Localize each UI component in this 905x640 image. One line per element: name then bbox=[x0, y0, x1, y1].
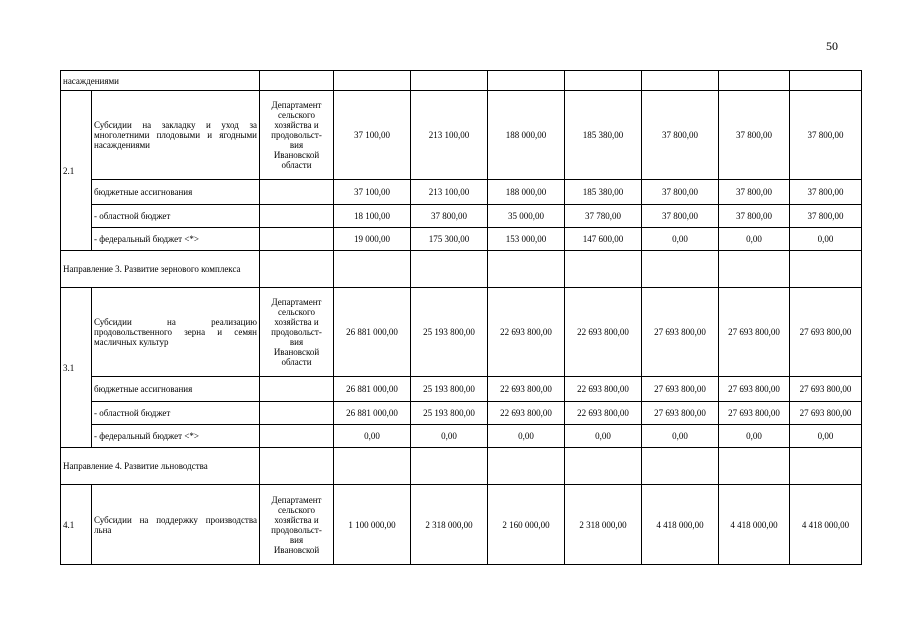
table-row bbox=[61, 377, 862, 402]
table-row bbox=[61, 71, 862, 91]
value-cell: 188 000,00 bbox=[488, 91, 565, 180]
value-cell: 213 100,00 bbox=[411, 91, 488, 180]
value-cell: 25 193 800,00 bbox=[411, 402, 488, 425]
value-cell: 22 693 800,00 bbox=[488, 288, 565, 377]
value-cell: 27 693 800,00 bbox=[719, 402, 790, 425]
continuation-label: насаждениями bbox=[61, 71, 260, 91]
row-number: 2.1 bbox=[61, 91, 92, 251]
value-cell: 4 418 000,00 bbox=[790, 485, 862, 565]
table-row bbox=[61, 425, 862, 448]
table-row bbox=[61, 448, 862, 485]
value-cell: 37 800,00 bbox=[719, 91, 790, 180]
subrow-label: - областной бюджет bbox=[92, 402, 260, 425]
table-row bbox=[61, 485, 862, 565]
subrow-label: - федеральный бюджет <*> bbox=[92, 228, 260, 251]
value-cell: 0,00 bbox=[719, 228, 790, 251]
value-cell: 175 300,00 bbox=[411, 228, 488, 251]
value-cell: 26 881 000,00 bbox=[334, 288, 411, 377]
value-cell: 0,00 bbox=[790, 228, 862, 251]
value-cell: 0,00 bbox=[488, 425, 565, 448]
row-number: 4.1 bbox=[61, 485, 92, 565]
value-cell: 2 160 000,00 bbox=[488, 485, 565, 565]
value-cell: 185 380,00 bbox=[565, 91, 642, 180]
value-cell: 147 600,00 bbox=[565, 228, 642, 251]
value-cell: 37 800,00 bbox=[642, 205, 719, 228]
value-cell: 35 000,00 bbox=[488, 205, 565, 228]
value-cell: 27 693 800,00 bbox=[642, 402, 719, 425]
row-title: Субсидии на поддержку производства льна bbox=[92, 485, 260, 565]
budget-table bbox=[60, 70, 862, 565]
value-cell: 27 693 800,00 bbox=[642, 288, 719, 377]
value-cell: 22 693 800,00 bbox=[565, 288, 642, 377]
executor-cell: Департамент сельского хозяйства и продовольст- вия Ивановской области bbox=[260, 288, 334, 377]
value-cell: 22 693 800,00 bbox=[565, 402, 642, 425]
section-title: Направление 4. Развитие льноводства bbox=[61, 448, 260, 485]
value-cell: 25 193 800,00 bbox=[411, 288, 488, 377]
value-cell: 37 100,00 bbox=[334, 180, 411, 205]
table-row bbox=[61, 228, 862, 251]
value-cell: 37 800,00 bbox=[719, 205, 790, 228]
value-cell: 37 800,00 bbox=[790, 205, 862, 228]
subrow-label: - областной бюджет bbox=[92, 205, 260, 228]
value-cell: 0,00 bbox=[642, 228, 719, 251]
value-cell: 37 800,00 bbox=[642, 91, 719, 180]
value-cell: 26 881 000,00 bbox=[334, 377, 411, 402]
table-row bbox=[61, 91, 862, 180]
value-cell: 27 693 800,00 bbox=[719, 377, 790, 402]
page-number: 50 bbox=[826, 39, 838, 53]
value-cell: 27 693 800,00 bbox=[719, 288, 790, 377]
value-cell: 27 693 800,00 bbox=[642, 377, 719, 402]
value-cell: 19 000,00 bbox=[334, 228, 411, 251]
value-cell: 22 693 800,00 bbox=[565, 377, 642, 402]
value-cell: 0,00 bbox=[565, 425, 642, 448]
value-cell: 4 418 000,00 bbox=[719, 485, 790, 565]
section-title: Направление 3. Развитие зернового комплекса bbox=[61, 251, 260, 288]
value-cell: 22 693 800,00 bbox=[488, 377, 565, 402]
value-cell: 0,00 bbox=[642, 425, 719, 448]
value-cell: 0,00 bbox=[334, 425, 411, 448]
value-cell: 37 100,00 bbox=[334, 91, 411, 180]
value-cell: 37 800,00 bbox=[719, 180, 790, 205]
value-cell: 1 100 000,00 bbox=[334, 485, 411, 565]
value-cell: 0,00 bbox=[719, 425, 790, 448]
subrow-label: бюджетные ассигнования bbox=[92, 377, 260, 402]
row-number: 3.1 bbox=[61, 288, 92, 448]
value-cell: 37 800,00 bbox=[790, 180, 862, 205]
value-cell: 185 380,00 bbox=[565, 180, 642, 205]
subrow-label: бюджетные ассигнования bbox=[92, 180, 260, 205]
value-cell: 4 418 000,00 bbox=[642, 485, 719, 565]
table-row bbox=[61, 180, 862, 205]
value-cell: 37 800,00 bbox=[642, 180, 719, 205]
value-cell: 37 800,00 bbox=[790, 91, 862, 180]
value-cell: 25 193 800,00 bbox=[411, 377, 488, 402]
executor-cell: Департамент сельского хозяйства и продовольст- вия Ивановской bbox=[260, 485, 334, 565]
value-cell: 213 100,00 bbox=[411, 180, 488, 205]
value-cell: 0,00 bbox=[790, 425, 862, 448]
row-title: Субсидии на реализацию продовольственного зерна и семян масличных культур bbox=[92, 288, 260, 377]
table-row bbox=[61, 402, 862, 425]
executor-cell: Департамент сельского хозяйства и продовольст- вия Ивановской области bbox=[260, 91, 334, 180]
value-cell: 27 693 800,00 bbox=[790, 402, 862, 425]
value-cell: 26 881 000,00 bbox=[334, 402, 411, 425]
value-cell: 27 693 800,00 bbox=[790, 288, 862, 377]
table-row bbox=[61, 205, 862, 228]
value-cell: 0,00 bbox=[411, 425, 488, 448]
value-cell: 22 693 800,00 bbox=[488, 402, 565, 425]
value-cell: 37 800,00 bbox=[411, 205, 488, 228]
table-row bbox=[61, 251, 862, 288]
value-cell: 18 100,00 bbox=[334, 205, 411, 228]
subrow-label: - федеральный бюджет <*> bbox=[92, 425, 260, 448]
value-cell: 27 693 800,00 bbox=[790, 377, 862, 402]
value-cell: 2 318 000,00 bbox=[411, 485, 488, 565]
table-row bbox=[61, 288, 862, 377]
value-cell: 188 000,00 bbox=[488, 180, 565, 205]
row-title: Субсидии на закладку и уход за многолетними плодовыми и ягодными насаждениями bbox=[92, 91, 260, 180]
value-cell: 37 780,00 bbox=[565, 205, 642, 228]
value-cell: 153 000,00 bbox=[488, 228, 565, 251]
value-cell: 2 318 000,00 bbox=[565, 485, 642, 565]
